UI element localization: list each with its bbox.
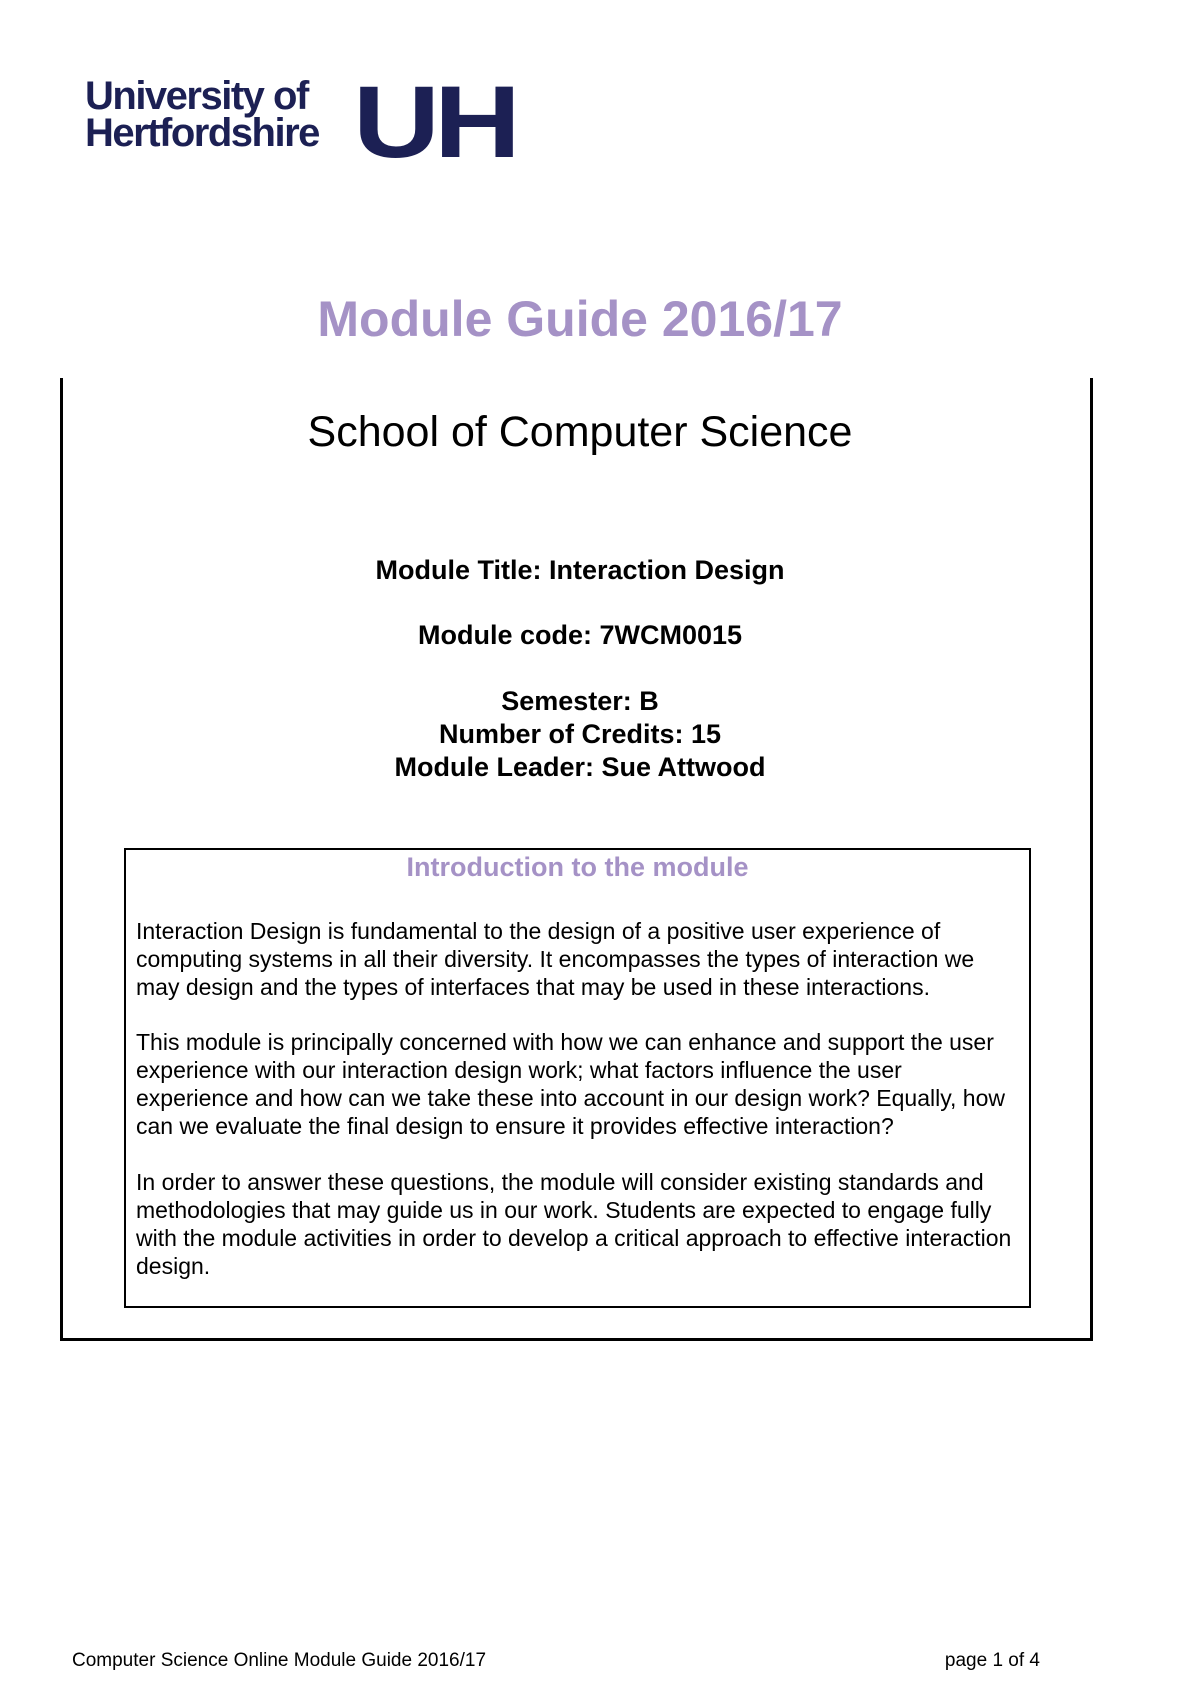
school-name: School of Computer Science (307, 408, 853, 456)
logo-wordmark (85, 74, 319, 155)
intro-paragraph-1: Interaction Design is fundamental to the design of a positive user experience of computing systems in all their diversity. It encompasses the types of interaction we may design and the types of interfaces that may be used in these interactions. (136, 918, 975, 1000)
intro-paragraph-2: This module is principally concerned with how we can enhance and support the user experience with our interaction design work; what factors influence the user experience and how can we take these into account in our design work? Equally, how can we evaluate the final design to ensure it provides effective interaction? (136, 1029, 1005, 1139)
intro-heading: Introduction to the module (406, 852, 749, 882)
module-leader: Module Leader: Sue Attwood (394, 752, 766, 782)
logo-uh-mark: UH (353, 65, 516, 179)
semester: Semester: B (501, 686, 659, 716)
module-code: Module code: 7WCM0015 (417, 620, 743, 650)
credits: Number of Credits: 15 (438, 719, 722, 749)
page-number: page 1 of 4 (944, 1650, 1040, 1671)
logo-line-2: Hertfordshire (85, 111, 319, 155)
module-title: Module Title: Interaction Design (375, 555, 785, 585)
university-logo (85, 65, 516, 179)
logo-line-1: University of (85, 74, 308, 118)
guide-title: Module Guide 2016/17 (317, 291, 843, 347)
footer-title: Computer Science Online Module Guide 2016/17 (72, 1650, 487, 1671)
intro-paragraph-3: In order to answer these questions, the module will consider existing standards and methodologies that may guide us in our work. Students are expected to engage fully with the module activities in order to develop a critical approach to effective interaction design. (136, 1169, 1012, 1279)
